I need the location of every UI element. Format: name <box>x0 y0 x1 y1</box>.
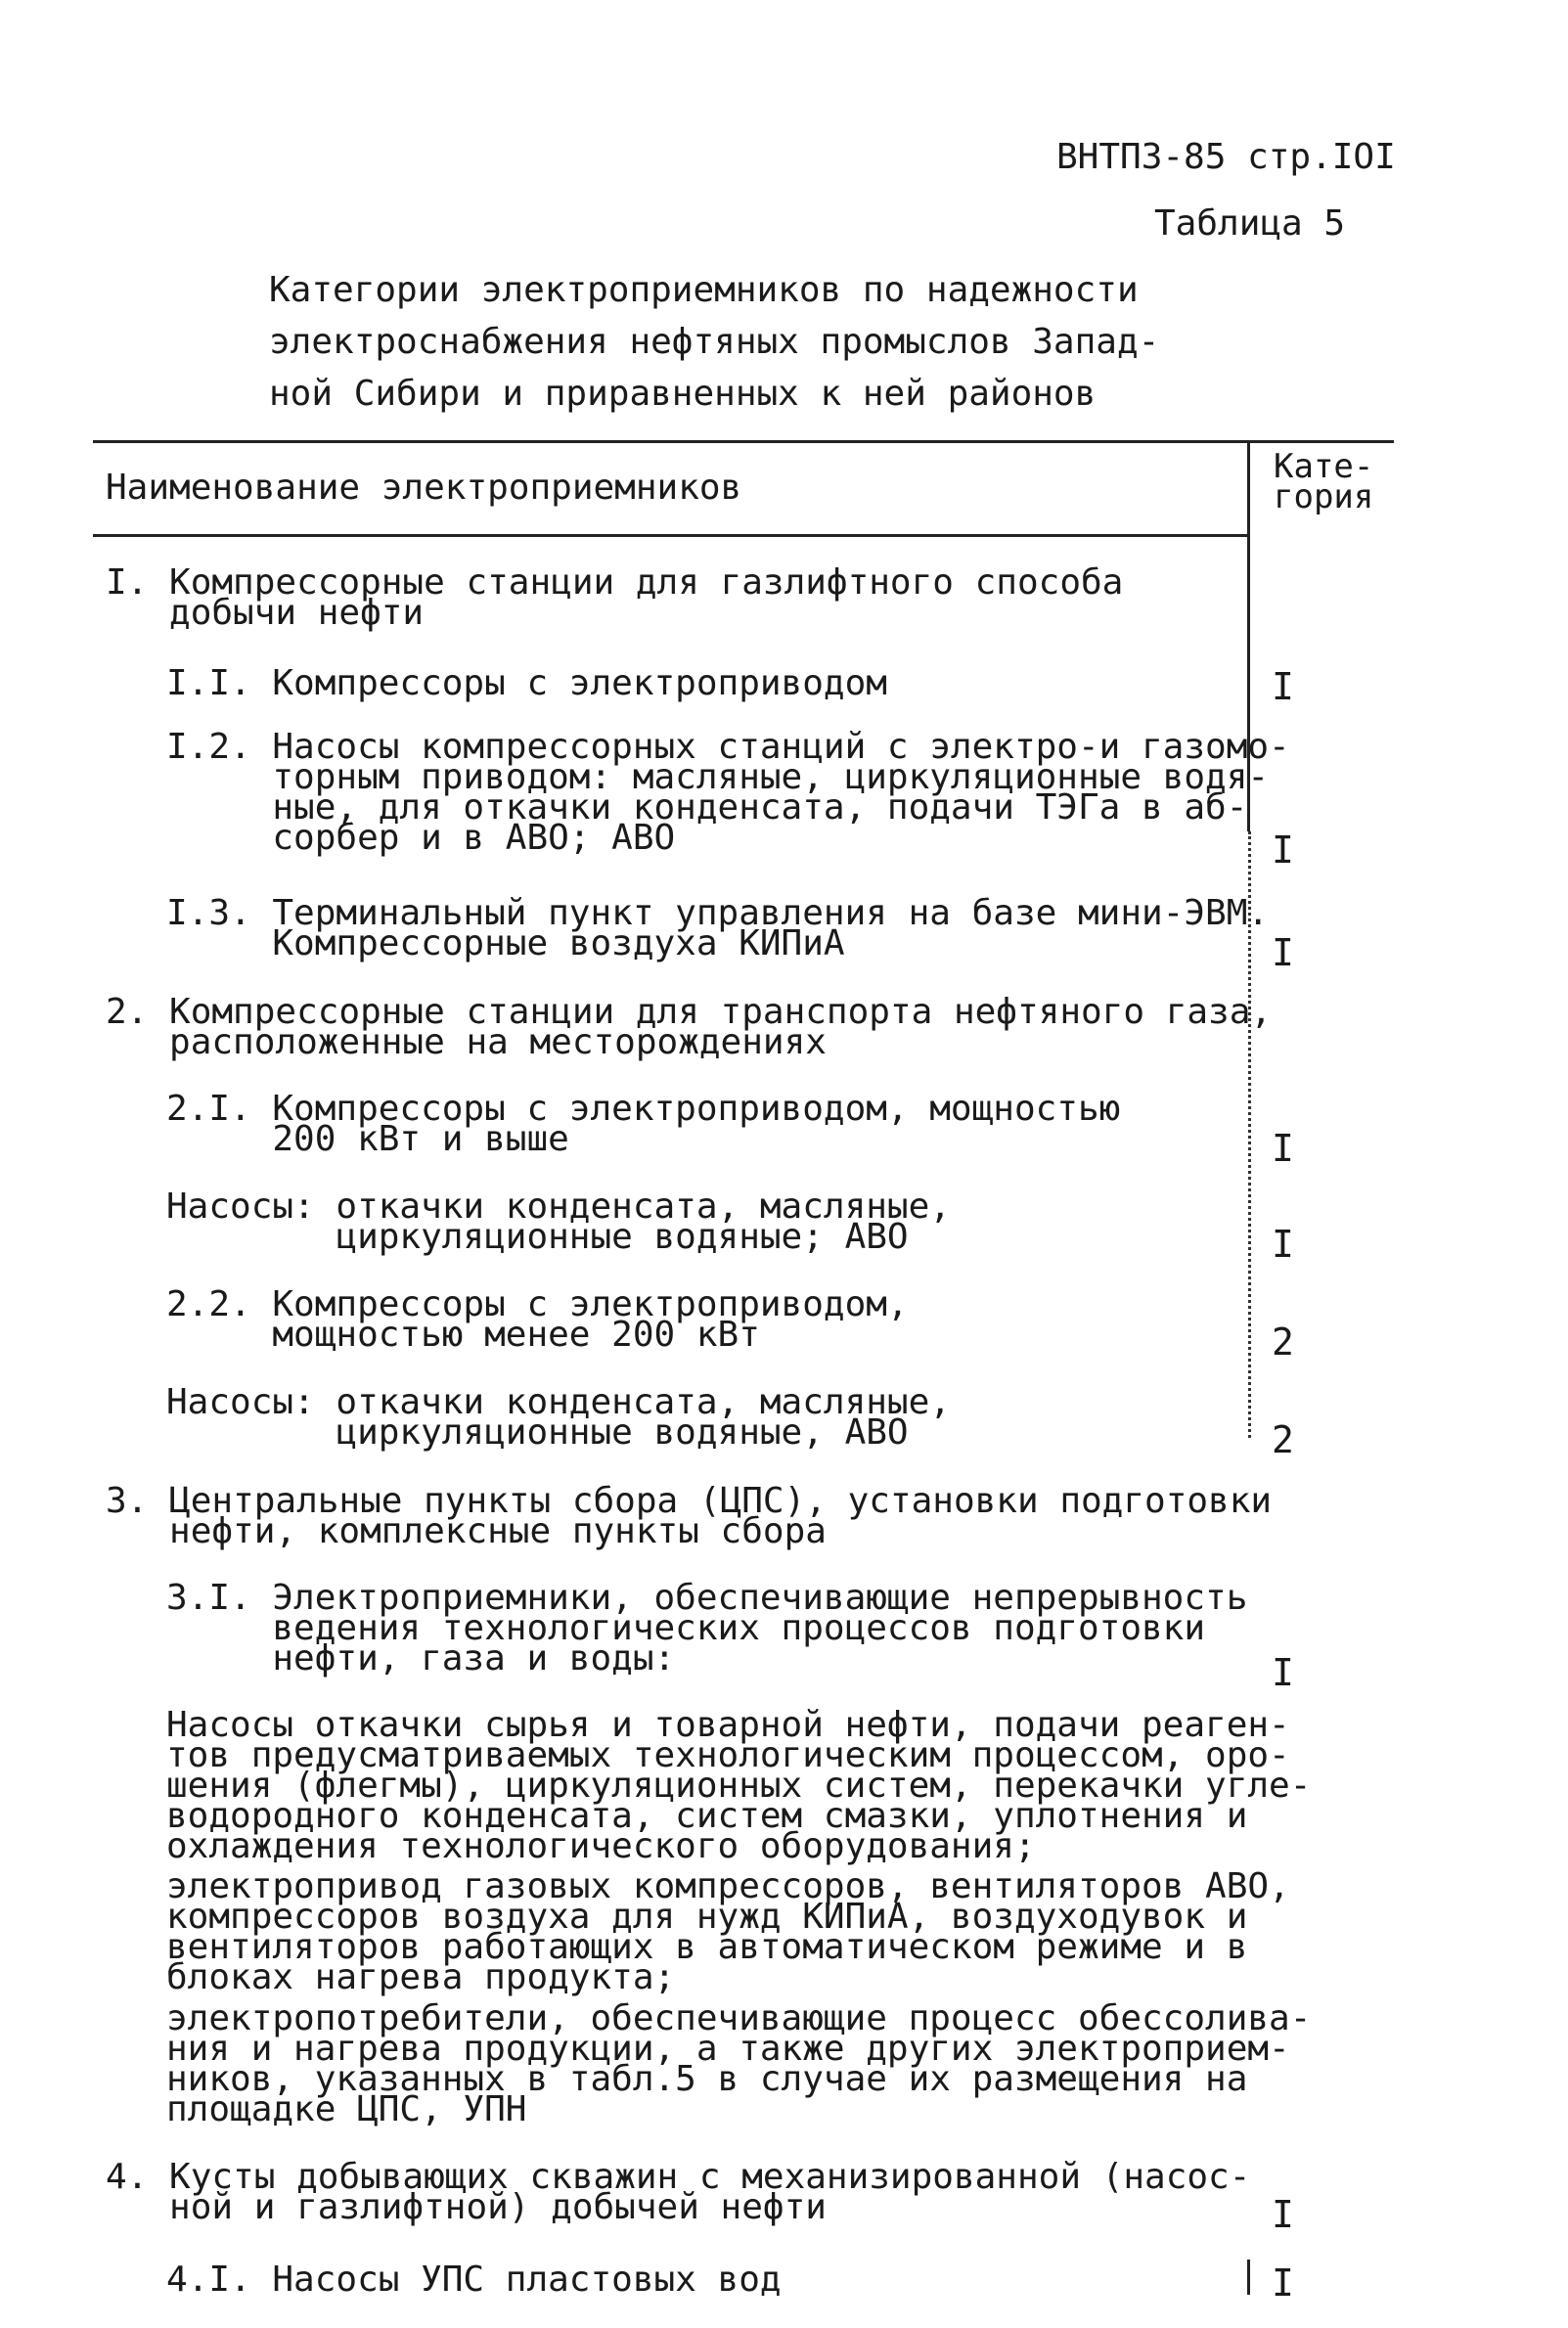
category-4: I <box>1272 2193 1294 2236</box>
item-2-1-pumps: Насосы: откачки конденсата, масляные, циркуляционные водяные; АВО <box>166 1186 951 1257</box>
item-2-1: 2.I. Компрессоры с электроприводом, мощностью 200 кВт и выше <box>166 1089 1121 1159</box>
item-2-2: 2.2. Компрессоры с электроприводом, мощностью менее 200 кВт <box>166 1284 909 1355</box>
category-1-3: I <box>1272 931 1294 974</box>
item-3-1-drives: электропривод газовых компрессоров, вентиляторов АВО, компрессоров воздуха для нужд КИПиА, воздуходувок и вентиляторов работающих в автоматическом режиме и в блоках нагрева продукта; <box>166 1866 1290 1997</box>
category-3-1: I <box>1272 1651 1294 1694</box>
table-label: Таблица 5 <box>1154 203 1346 244</box>
item-1-1: I.I. Компрессоры с электроприводом <box>166 663 887 703</box>
item-3-1-pumps: Насосы откачки сырья и товарной нефти, подачи реаген- тов предусматриваемых технологическим процессом, оро- шения (флегмы), циркуляционных систем, перекачки угле- водородного конденсата, систем смазки, уплотнения и охлаждения технологического оборудования; <box>166 1705 1312 1866</box>
document-code: ВНТП3-85 стр.IOI <box>1056 137 1396 177</box>
item-1-2: I.2. Насосы компрессорных станций с электро-и газомо- торным приводом: масляные, циркуляционные водя- ные, для откачки конденсата, подачи ТЭГа в аб- сорбер и в АВО; АВО <box>166 727 1290 858</box>
section-4-title: 4. Кусты добывающих скважин с механизированной (насос- ной и газлифтной) добычей нефти <box>106 2157 1251 2227</box>
item-2-2-pumps: Насосы: откачки конденсата, масляные, циркуляционные водяные, АВО <box>166 1382 951 1453</box>
category-4-1: I <box>1272 2261 1294 2305</box>
column-heading-category: Кате- гория <box>1274 447 1374 516</box>
item-1-3: I.3. Терминальный пункт управления на базе мини-ЭВМ. Компрессорные воздуха КИПиА <box>166 893 1270 963</box>
category-2-2-pumps: 2 <box>1272 1418 1294 1461</box>
item-3-1: 3.I. Электроприемники, обеспечивающие непрерывность ведения технологических процессов подготовки нефти, газа и воды: <box>166 1578 1248 1679</box>
category-2-1: I <box>1272 1127 1294 1170</box>
item-4-1: 4.I. Насосы УПС пластовых вод <box>166 2260 782 2300</box>
table-title: Категории электроприемников по надежности электроснабжения нефтяных промыслов Запад- ной Сибири и приравненных к ней районов <box>269 270 1160 414</box>
item-3-1-consumers: электропотребители, обеспечивающие процесс обессоливa- ния и нагрева продукции, а также других электроприем- ников, указанных в табл.5 в случае их размещения на площадке ЦПС, УПН <box>166 1998 1312 2129</box>
category-2-1-pumps: I <box>1272 1223 1294 1266</box>
category-1-1: I <box>1272 665 1294 708</box>
section-3-title: 3. Центральные пункты сбора (ЦПС), установки подготовки нефти, комплексные пункты сбора <box>106 1481 1273 1551</box>
category-1-2: I <box>1272 828 1294 872</box>
column-divider-bottom <box>1247 2260 1250 2295</box>
section-1-title: I. Компрессорные станции для газлифтного способа добычи нефти <box>106 562 1124 633</box>
table-top-rule <box>93 440 1394 443</box>
table-header-rule <box>93 534 1247 537</box>
section-2-title: 2. Компрессорные станции для транспорта нефтяного газа, расположенные на месторождениях <box>106 992 1273 1062</box>
column-heading-name: Наименование электроприемников <box>106 468 742 508</box>
category-2-2: 2 <box>1272 1321 1294 1364</box>
